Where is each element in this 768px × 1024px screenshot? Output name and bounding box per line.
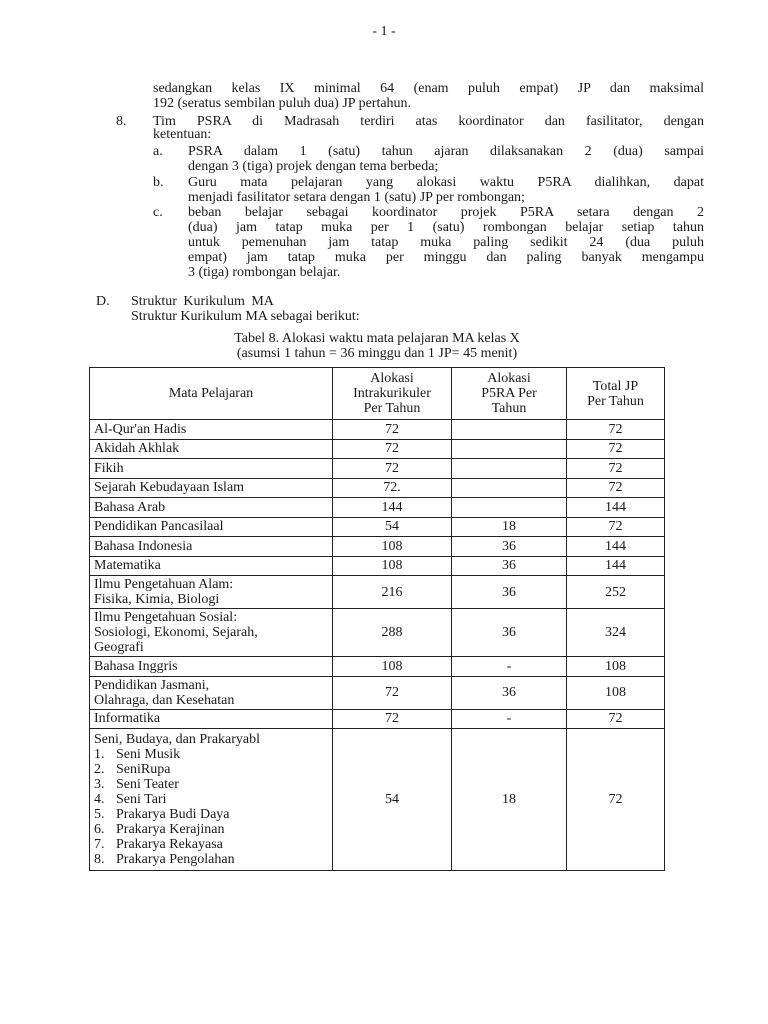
table-row <box>90 420 665 440</box>
header-intrakurikuler: Alokasi Intrakurikuler Per Tahun <box>333 368 452 420</box>
subject-line: Ilmu Pengetahuan Sosial: <box>94 610 238 625</box>
intro-line-2: 192 (seratus sembilan puluh dua) JP pertahun. <box>153 96 412 111</box>
list-item-number: 3. <box>94 777 105 792</box>
p5ra-cell: 36 <box>452 676 567 709</box>
total-cell: 324 <box>567 609 665 657</box>
total-cell: 144 <box>567 498 665 518</box>
intra-cell: 108 <box>333 556 452 576</box>
item-8-number: 8. <box>116 114 127 129</box>
seni-budaya-list <box>94 747 328 867</box>
table-row <box>90 478 665 498</box>
seni-budaya-p5ra: 18 <box>452 729 567 871</box>
list-item <box>94 807 328 822</box>
p5ra-cell <box>452 498 567 518</box>
p5ra-cell <box>452 439 567 459</box>
list-item-number: 2. <box>94 762 105 777</box>
sub-c-line-1: beban belajar sebagai koordinator projek P5RA setara dengan 2 <box>188 205 704 220</box>
subject-line: Al-Qur'an Hadis <box>94 421 187 437</box>
p5ra-cell <box>452 420 567 440</box>
subject-line: Bahasa Arab <box>94 499 166 515</box>
p5ra-cell: 36 <box>452 556 567 576</box>
total-cell: 72 <box>567 478 665 498</box>
item-8-line-1: Tim PSRA di Madrasah terdiri atas koordinator dan fasilitator, dengan <box>153 114 704 129</box>
subject-line: Bahasa Indonesia <box>94 538 193 554</box>
p5ra-cell: - <box>452 709 567 729</box>
total-cell: 72 <box>567 459 665 479</box>
subject-cell <box>90 439 333 459</box>
intra-cell: 54 <box>333 517 452 537</box>
table-row <box>90 459 665 479</box>
total-cell: 72 <box>567 439 665 459</box>
list-item-label: Seni Musik <box>116 747 181 762</box>
sub-a-label: a. <box>153 144 163 159</box>
subject-cell <box>90 576 333 609</box>
p5ra-cell: 36 <box>452 537 567 557</box>
table-row <box>90 609 665 657</box>
header-subject: Mata Pelajaran <box>90 368 333 420</box>
table-caption-1: Tabel 8. Alokasi waktu mata pelajaran MA kelas X <box>234 331 520 346</box>
sub-b-line-1: Guru mata pelajaran yang alokasi waktu P5RA dialihkan, dapat <box>188 175 704 190</box>
subject-cell <box>90 709 333 729</box>
total-cell: 144 <box>567 537 665 557</box>
list-item-label: Prakarya Kerajinan <box>116 822 225 837</box>
intra-cell: 72. <box>333 478 452 498</box>
subject-cell <box>90 478 333 498</box>
seni-budaya-intra: 54 <box>333 729 452 871</box>
subject-cell <box>90 459 333 479</box>
list-item-label: Prakarya Rekayasa <box>116 837 223 852</box>
sub-a-line-1: PSRA dalam 1 (satu) tahun ajaran dilaksanakan 2 (dua) sampai <box>188 144 704 159</box>
page-number: - 1 - <box>372 24 396 39</box>
p5ra-cell: 18 <box>452 517 567 537</box>
sub-b-line-2: menjadi fasilitator setara dengan 1 (satu) JP per rombongan; <box>188 190 525 205</box>
list-item-number: 1. <box>94 747 105 762</box>
total-cell: 144 <box>567 556 665 576</box>
seni-budaya-total: 72 <box>567 729 665 871</box>
list-item <box>94 747 328 762</box>
section-d-subtitle: Struktur Kurikulum MA sebagai berikut: <box>131 309 360 324</box>
subject-cell <box>90 676 333 709</box>
subject-cell <box>90 556 333 576</box>
subject-cell <box>90 609 333 657</box>
table-body <box>90 420 665 729</box>
intra-cell: 72 <box>333 439 452 459</box>
intra-cell: 108 <box>333 657 452 677</box>
subject-line: Matematika <box>94 558 161 574</box>
sub-c-label: c. <box>153 205 163 220</box>
sub-c-line-4: empat) jam tatap muka per minggu dan paling banyak mengampu <box>188 250 704 265</box>
intra-cell: 288 <box>333 609 452 657</box>
table-caption-2: (asumsi 1 tahun = 36 minggu dan 1 JP= 45 menit) <box>236 346 518 361</box>
seni-budaya-heading: Seni, Budaya, dan Prakaryabl <box>94 732 261 747</box>
item-8-line-2: ketentuan: <box>153 127 212 142</box>
intro-line-1: sedangkan kelas IX minimal 64 (enam puluh empat) JP dan maksimal <box>153 81 704 96</box>
list-item <box>94 762 328 777</box>
subject-cell <box>90 537 333 557</box>
list-item-label: Seni Teater <box>116 777 179 792</box>
list-item-number: 8. <box>94 852 105 867</box>
header-total: Total JP Per Tahun <box>567 368 665 420</box>
table-row <box>90 537 665 557</box>
p5ra-cell <box>452 459 567 479</box>
subject-cell <box>90 420 333 440</box>
intra-cell: 216 <box>333 576 452 609</box>
total-cell: 108 <box>567 676 665 709</box>
list-item <box>94 852 328 867</box>
intra-cell: 72 <box>333 420 452 440</box>
subject-cell <box>90 517 333 537</box>
list-item-number: 6. <box>94 822 105 837</box>
total-cell: 72 <box>567 420 665 440</box>
intra-cell: 72 <box>333 676 452 709</box>
subject-line: Sosiologi, Ekonomi, Sejarah, <box>94 625 258 640</box>
intra-cell: 72 <box>333 709 452 729</box>
list-item <box>94 777 328 792</box>
list-item-number: 4. <box>94 792 105 807</box>
list-item-label: Prakarya Pengolahan <box>116 852 235 867</box>
subject-line: Pendidikan Jasmani, <box>94 677 210 693</box>
list-item <box>94 837 328 852</box>
list-item <box>94 822 328 837</box>
list-item-label: Prakarya Budi Daya <box>116 807 230 822</box>
table-row <box>90 439 665 459</box>
subject-line: Bahasa Inggris <box>94 658 178 674</box>
intra-cell: 72 <box>333 459 452 479</box>
list-item-label: Seni Tari <box>116 792 167 807</box>
section-d-letter: D. <box>96 294 110 309</box>
table-row <box>90 709 665 729</box>
table-row <box>90 676 665 709</box>
subject-line: Sejarah Kebudayaan Islam <box>94 480 245 496</box>
sub-c-line-5: 3 (tiga) rombongan belajar. <box>188 265 341 280</box>
table-row <box>90 517 665 537</box>
sub-c-line-2: (dua) jam tatap muka per 1 (satu) rombongan belajar setiap tahun <box>188 220 704 235</box>
sub-c-line-3: untuk pemenuhan jam tatap muka paling sedikit 24 (dua puluh <box>188 235 704 250</box>
subject-line: Olahraga, dan Kesehatan <box>94 692 235 708</box>
total-cell: 108 <box>567 657 665 677</box>
p5ra-cell: 36 <box>452 576 567 609</box>
subject-line: Fisika, Kimia, Biologi <box>94 592 220 607</box>
table-row <box>90 556 665 576</box>
subject-line: Pendidikan Pancasilaal <box>94 519 224 535</box>
p5ra-cell: - <box>452 657 567 677</box>
subject-line: Geografi <box>94 640 144 655</box>
list-item <box>94 792 328 807</box>
total-cell: 72 <box>567 709 665 729</box>
subject-line: Informatika <box>94 711 161 727</box>
seni-budaya-cell <box>90 729 333 871</box>
subject-cell <box>90 657 333 677</box>
intra-cell: 108 <box>333 537 452 557</box>
sub-a-line-2: dengan 3 (tiga) projek dengan tema berbeda; <box>188 159 439 174</box>
p5ra-cell: 36 <box>452 609 567 657</box>
table-row <box>90 498 665 518</box>
intra-cell: 144 <box>333 498 452 518</box>
p5ra-cell <box>452 478 567 498</box>
section-d-title: Struktur Kurikulum MA <box>131 294 274 309</box>
subject-line: Ilmu Pengetahuan Alam: <box>94 577 234 592</box>
total-cell: 252 <box>567 576 665 609</box>
list-item-label: SeniRupa <box>116 762 171 777</box>
table-row-seni-budaya <box>90 729 665 871</box>
total-cell: 72 <box>567 517 665 537</box>
table-row <box>90 576 665 609</box>
subject-line: Fikih <box>94 460 124 476</box>
subject-line: Akidah Akhlak <box>94 441 180 457</box>
list-item-number: 7. <box>94 837 105 852</box>
table-row <box>90 657 665 677</box>
table-header-row <box>90 368 665 420</box>
header-p5ra: Alokasi P5RA Per Tahun <box>452 368 567 420</box>
list-item-number: 5. <box>94 807 105 822</box>
allocation-table <box>89 367 665 871</box>
subject-cell <box>90 498 333 518</box>
sub-b-label: b. <box>153 175 164 190</box>
